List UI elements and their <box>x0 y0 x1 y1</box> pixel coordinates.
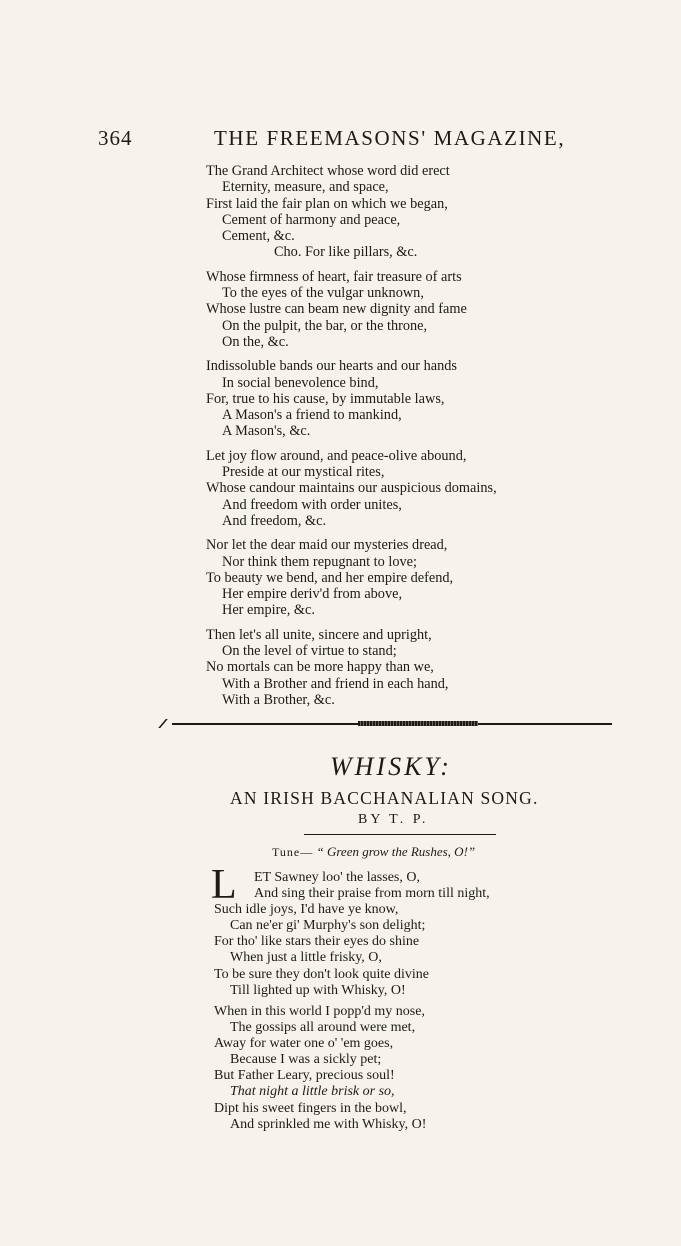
verse-line: When in this world I popp'd my nose, <box>214 1004 425 1019</box>
verse-line: With a Brother, &c. <box>222 691 335 708</box>
tune-line <box>272 844 475 860</box>
verse-line: And sprinkled me with Whisky, O! <box>230 1116 427 1132</box>
verse-line: Cement of harmony and peace, <box>222 211 401 228</box>
verse-line: Then let's all unite, sincere and upright, <box>206 626 432 643</box>
stanza-4 <box>206 448 626 529</box>
verse-line: No mortals can be more happy than we, <box>206 659 434 676</box>
stanza-3 <box>206 358 626 439</box>
verse-line: Eternity, measure, and space, <box>222 179 389 196</box>
verse-line: A Mason's a friend to mankind, <box>222 407 402 424</box>
verse-line: On the pulpit, the bar, or the throne, <box>222 317 428 334</box>
drop-cap: L <box>211 862 237 908</box>
divider-ornament <box>358 721 478 726</box>
verse-line: Because I was a sickly pet; <box>230 1052 382 1068</box>
verse-line: The Grand Architect whose word did erect <box>206 163 450 179</box>
verse-line: Her empire, &c. <box>222 602 315 619</box>
verse-line: To beauty we bend, and her empire defend, <box>206 569 454 586</box>
verse-line: To the eyes of the vulgar unknown, <box>222 285 424 302</box>
short-divider <box>304 834 496 835</box>
magazine-title: THE FREEMASONS' MAGAZINE, <box>214 126 566 150</box>
verse-line: Can ne'er gi' Murphy's son delight; <box>230 918 426 934</box>
verse-line: To be sure they don't look quite divine <box>214 966 430 982</box>
verse-line: Nor let the dear maid our mysteries dread, <box>206 537 448 554</box>
verse-line: A Mason's, &c. <box>222 423 311 440</box>
verse-line: With a Brother and friend in each hand, <box>222 675 449 692</box>
verse-line: Whose lustre can beam new dignity and fame <box>206 301 467 318</box>
stanza-2 <box>206 269 626 350</box>
stanza-5 <box>206 537 626 618</box>
verse-line: Let joy flow around, and peace-olive abound, <box>206 447 467 464</box>
verse-line: Preside at our mystical rites, <box>222 464 385 481</box>
song-subtitle: AN IRISH BACCHANALIAN SONG. <box>230 788 539 808</box>
verse-line: Nor think them repugnant to love; <box>222 553 417 570</box>
verse-line: But Father Leary, precious soul! <box>214 1068 395 1084</box>
tune-name: “ Green grow the Rushes, O!” <box>316 844 476 859</box>
verse-line: When just a little frisky, O, <box>230 950 382 966</box>
tune-label: Tune— <box>272 845 314 859</box>
verse-line: Such idle joys, I'd have ye know, <box>214 902 399 918</box>
stanza-1 <box>206 163 626 261</box>
verse-line: Dipt his sweet fingers in the bowl, <box>214 1100 407 1116</box>
whisky-stanza-1 <box>214 870 634 999</box>
stanza-6 <box>206 627 626 708</box>
verse-line: Her empire deriv'd from above, <box>222 586 403 603</box>
verse-line: Cement, &c. <box>222 228 295 245</box>
section-divider <box>162 718 612 730</box>
page-number: 364 <box>98 126 133 150</box>
verse-line: The gossips all around were met, <box>230 1020 416 1036</box>
verse-line: On the, &c. <box>222 333 289 350</box>
song-author: BY T. P. <box>358 812 429 827</box>
verse-line: And sing their praise from morn till night, <box>254 886 490 902</box>
verse-line: For tho' like stars their eyes do shine <box>214 934 420 950</box>
verse-line: Away for water one o' 'em goes, <box>214 1036 394 1052</box>
verse-line: Whose candour maintains our auspicious domains, <box>206 480 497 497</box>
verse-line: That night a little brisk or so, <box>230 1084 395 1100</box>
chorus-line: Cho. For like pillars, &c. <box>274 244 418 261</box>
verse-line: Indissoluble bands our hearts and our hands <box>206 358 457 375</box>
verse-line: Till lighted up with Whisky, O! <box>230 982 406 998</box>
verse-line: ET Sawney loo' the lasses, O, <box>254 870 420 885</box>
verse-line: And freedom with order unites, <box>222 496 402 513</box>
verse-line: And freedom, &c. <box>222 512 327 529</box>
whisky-stanza-2 <box>214 1004 634 1133</box>
song-title: WHISKY: <box>330 752 452 781</box>
verse-line: For, true to his cause, by immutable laws, <box>206 390 445 407</box>
masonic-song <box>206 163 626 716</box>
verse-line: On the level of virtue to stand; <box>222 643 397 660</box>
verse-line: Whose firmness of heart, fair treasure of arts <box>206 268 462 285</box>
verse-line: In social benevolence bind, <box>222 374 379 391</box>
verse-line: First laid the fair plan on which we began, <box>206 195 448 212</box>
page-header <box>0 120 681 154</box>
